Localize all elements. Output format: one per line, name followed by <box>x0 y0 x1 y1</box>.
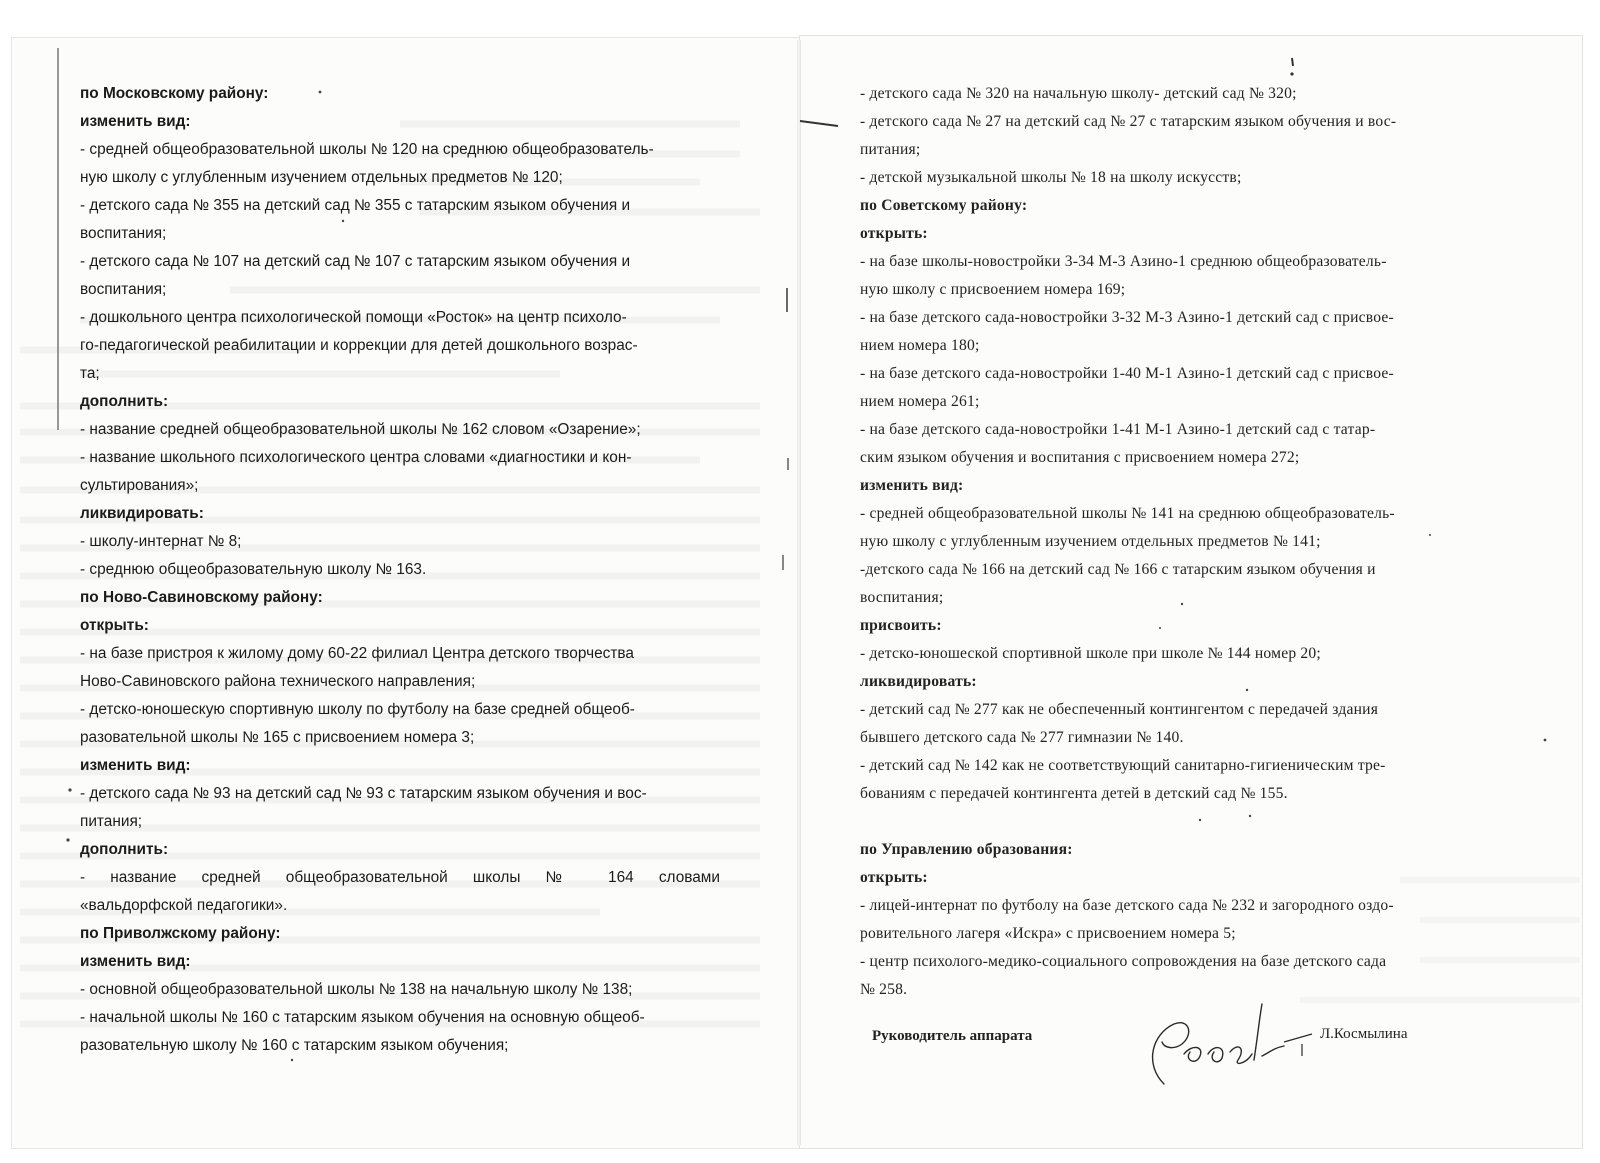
text-line: -детского сада № 166 на детский сад № 166 с татарским языком обучения и <box>860 561 1376 578</box>
text-line: - название средней общеобразовательной школы № 162 словом «Озарение»; <box>80 421 641 438</box>
section-heading: по Ново-Савиновскому району: <box>80 589 323 606</box>
section-heading: по Приволжскому району: <box>80 925 281 942</box>
text-line: та; <box>80 365 100 382</box>
text-line: - детского сада № 107 на детский сад № 107 с татарским языком обучения и <box>80 253 631 270</box>
text-line: «вальдорфской педагогики». <box>80 897 288 914</box>
section-heading: изменить вид: <box>860 477 964 494</box>
text-line: ровительного лагеря «Искра» с присвоением номера 5; <box>860 925 1236 942</box>
text-line: ную школу с присвоением номера 169; <box>860 281 1126 298</box>
signatory-name: Л.Космылина <box>1320 1026 1408 1042</box>
section-heading: дополнить: <box>80 393 169 410</box>
section-heading: открыть: <box>80 617 149 634</box>
text-line: - дошкольного центра психологической помощи «Росток» на центр психоло- <box>80 309 627 326</box>
text-line: - детский сад № 142 как не соответствующий санитарно-гигиеническим тре- <box>860 757 1386 774</box>
text-line: - название школьного психологического центра словами «диагностики и кон- <box>80 449 632 466</box>
text-line: - детского сада № 355 на детский сад № 355 с татарским языком обучения и <box>80 197 631 214</box>
text-line: - детско-юношескую спортивную школу по футболу на базе средней общеоб- <box>80 701 635 718</box>
text-line: питания; <box>860 141 921 158</box>
text-line: бывшего детского сада № 277 гимназии № 140. <box>860 729 1184 746</box>
section-heading: ликвидировать: <box>860 673 977 690</box>
signature-block <box>872 1022 1452 1092</box>
text-line: воспитания; <box>80 281 167 298</box>
text-line: - на базе детского сада-новостройки 3-32 М-3 Азино-1 детский сад с присвое- <box>860 309 1394 326</box>
section-heading: изменить вид: <box>80 113 191 130</box>
blank-line <box>860 808 1505 836</box>
text-line: го-педагогической реабилитации и коррекции для детей дошкольного возрас- <box>80 337 638 354</box>
text-line: - школу-интернат № 8; <box>80 533 242 550</box>
section-heading: по Советскому району: <box>860 197 1028 214</box>
text-line: № 258. <box>860 981 908 998</box>
section-heading: изменить вид: <box>80 953 191 970</box>
text-line: - детского сада № 93 на детский сад № 93 с татарским языком обучения и вос- <box>80 785 647 802</box>
text-line: - среднюю общеобразовательную школу № 163. <box>80 561 427 578</box>
text-line: - детско-юношеской спортивной школе при школе № 144 номер 20; <box>860 645 1321 662</box>
text-line: - название средней общеобразовательной школы № 164 словами <box>80 869 720 886</box>
text-line: - средней общеобразовательной школы № 141 на среднюю общеобразователь- <box>860 505 1395 522</box>
text-line: нием номера 180; <box>860 337 980 354</box>
section-heading: открыть: <box>860 225 928 242</box>
text-line: - средней общеобразовательной школы № 120 на среднюю общеобразователь- <box>80 141 654 158</box>
text-line: - детского сада № 27 на детский сад № 27 с татарским языком обучения и вос- <box>860 113 1397 130</box>
text-line: - детский сад № 277 как не обеспеченный контингентом с передачей здания <box>860 701 1379 718</box>
text-line: бованиям с передачей контингента детей в детский сад № 155. <box>860 785 1288 802</box>
text-line: - на базе детского сада-новостройки 1-41 М-1 Азино-1 детский сад с татар- <box>860 421 1376 438</box>
left-page-text <box>80 80 720 1060</box>
text-line: разовательной школы № 165 с присвоением номера 3; <box>80 729 475 746</box>
text-line: питания; <box>80 813 143 830</box>
section-heading: изменить вид: <box>80 757 191 774</box>
text-line: - на базе школы-новостройки 3-34 М-3 Азино-1 среднюю общеобразователь- <box>860 253 1387 270</box>
text-line: - детского сада № 320 на начальную школу- детский сад № 320; <box>860 85 1297 102</box>
text-line: - на базе пристроя к жилому дому 60-22 филиал Центра детского творчества <box>80 645 634 662</box>
text-line: Ново-Савиновского района технического направления; <box>80 673 476 690</box>
text-line: сультирования»; <box>80 477 199 494</box>
section-heading: дополнить: <box>80 841 169 858</box>
text-line: нием номера 261; <box>860 393 980 410</box>
text-line: ским языком обучения и воспитания с присвоением номера 272; <box>860 449 1300 466</box>
section-heading: присвоить: <box>860 617 942 634</box>
text-line: - основной общеобразовательной школы № 138 на начальную школу № 138; <box>80 981 633 998</box>
text-line: - на базе детского сада-новостройки 1-40 М-1 Азино-1 детский сад с присвое- <box>860 365 1394 382</box>
text-line: - начальной школы № 160 с татарским языком обучения на основную общеоб- <box>80 1009 645 1026</box>
section-heading: по Московскому району: <box>80 85 269 102</box>
section-heading: по Управлению образования: <box>860 841 1073 858</box>
text-line: ную школу с углубленным изучением отдельных предметов № 120; <box>80 169 563 186</box>
text-line: - детской музыкальной школы № 18 на школу искусств; <box>860 169 1242 186</box>
text-line: разовательную школу № 160 с татарским языком обучения; <box>80 1037 509 1054</box>
right-page-text <box>860 80 1505 1004</box>
text-line: воспитания; <box>80 225 167 242</box>
text-line: ную школу с углубленным изучением отдельных предметов № 141; <box>860 533 1321 550</box>
text-line: - лицей-интернат по футболу на базе детского сада № 232 и загородного оздо- <box>860 897 1394 914</box>
text-line: воспитания; <box>860 589 944 606</box>
section-heading: ликвидировать: <box>80 505 204 522</box>
section-heading: открыть: <box>860 869 928 886</box>
signature-role: Руководитель аппарата <box>872 1028 1033 1044</box>
handwritten-signature <box>1134 994 1324 1104</box>
text-line: - центр психолого-медико-социального сопровождения на базе детского сада <box>860 953 1387 970</box>
